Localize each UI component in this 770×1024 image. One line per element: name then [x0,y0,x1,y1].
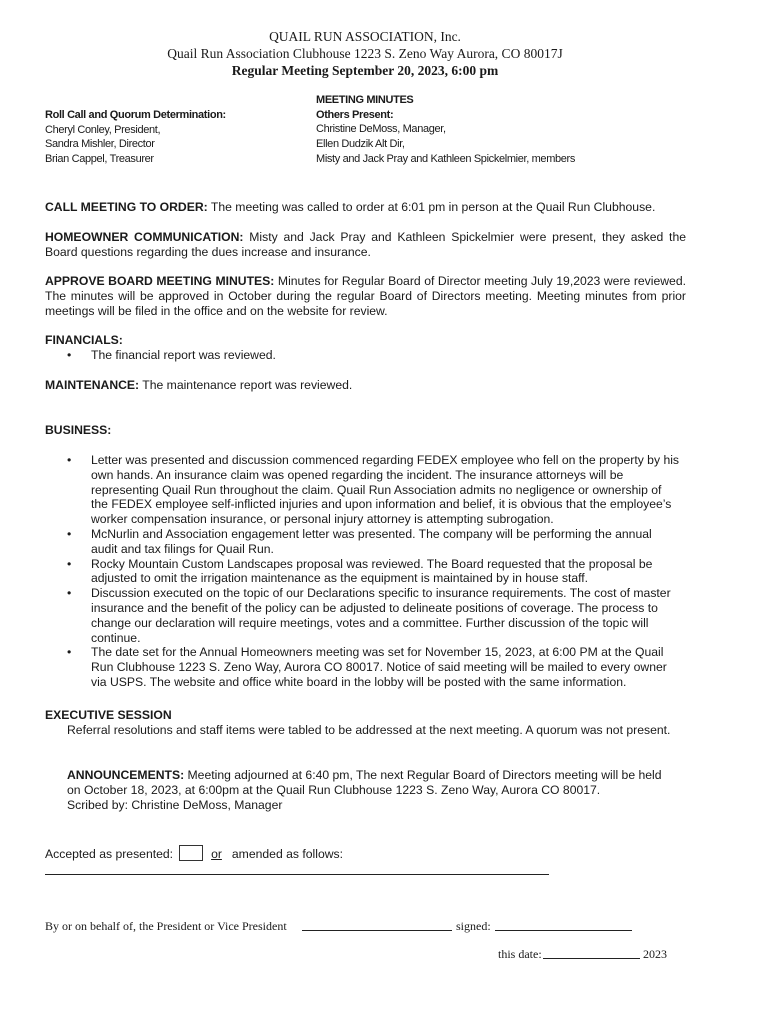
date-label: this date: [498,947,542,961]
maintenance-section [45,378,686,393]
executive-label: EXECUTIVE SESSION [45,708,172,722]
org-address: Quail Run Association Clubhouse 1223 S. Zeno Way Aurora, CO 80017J [167,46,563,61]
accepted-checkbox[interactable] [179,845,203,861]
scribed-by: Scribed by: Christine DeMoss, Manager [67,797,283,812]
list-item: • The date set for the Annual Homeowners meeting was set for November 15, 2023, at 6:00 PM at the Quail Run Clubhouse 1223 S. Zeno Way, Aurora CO 80017. Notice of said meeting will be mailed to every owner via USPS. The website and office white board in the lobby will be posted with the same information. [67,645,667,689]
others-present-title: Others Present: [316,108,394,121]
list-item: • The financial report was reviewed. [67,347,276,362]
roll-call-member: Sandra Mishler, Director [45,138,155,151]
business-label: BUSINESS: [45,423,112,437]
announcements-text: Meeting adjourned at 6:40 pm, The next Regular Board of Directors meeting will be held on October 18, 2023, at 6:00pm at the Quail Run Clubhouse 1223 S. Zeno Way, Aurora CO 80017. [67,768,662,797]
minutes-title: MEETING MINUTES [316,94,414,106]
homeowner-label: HOMEOWNER COMMUNICATION: [45,230,244,244]
amended-label: amended as follows: [231,847,344,861]
list-item: • Rocky Mountain Custom Landscapes proposal was reviewed. The Board requested that the proposal be adjusted to omit the irrigation maintenance as the equipment is maintained by in house staff. [67,556,653,586]
bullet-icon: • [67,526,72,541]
accepted-label: Accepted as presented: [45,847,174,861]
business-section [45,453,681,690]
roll-call-member: Cheryl Conley, President, [45,123,161,136]
maintenance-text: The maintenance report was reviewed. [142,378,353,392]
others-present-member: Ellen Dudzik Alt Dir, [316,138,405,151]
financials-label: FINANCIALS: [45,333,123,347]
by-on-behalf-label: By or on behalf of, the President or Vice President [45,919,287,933]
signed-label: signed: [456,919,491,933]
amendment-line[interactable] [45,874,549,875]
others-present-block [316,93,575,167]
president-signature-line[interactable] [302,930,452,931]
bullet-icon: • [67,586,72,601]
announcements-section [67,768,667,812]
list-item: • Letter was presented and discussion commenced regarding FEDEX employee who fell on the property by his own hands. An insurance claim was opened regarding the incident. The insurance attorneys will be representing Quail Run throughout the claim. Quail Run Association admits no negligence or ownership of the FEDEX employee self-inflicted injuries and upon information and belief, it is obvious that the employee’s worker compensation insurance, or personal injury attorney is attempting subrogation. [67,453,680,527]
signed-line[interactable] [495,930,632,931]
homeowner-section [45,230,686,260]
approve-minutes-label: APPROVE BOARD MEETING MINUTES: [45,274,275,288]
roll-call-member: Brian Cappel, Treasurer [45,153,154,166]
date-year: 2023 [643,947,667,961]
others-present-member: Misty and Jack Pray and Kathleen Spickelmier, members [316,152,576,165]
bullet-icon: • [67,556,72,571]
homeowner-text: Misty and Jack Pray and Kathleen Spickelmier were present, they asked the Board questions regarding the dues increase and insurance. [45,230,687,259]
or-label: or [211,847,222,861]
business-list [45,453,681,690]
org-name: QUAIL RUN ASSOCIATION, Inc. [269,29,461,44]
acceptance-row [45,845,686,862]
others-present-member: Christine DeMoss, Manager, [316,123,446,136]
list-item: • Discussion executed on the topic of our Declarations specific to insurance requirements. The cost of master insurance and the benefit of the policy can be adjusted to delineate positions of coverage. The process to change our declaration will require meetings, votes and a committee. Further discussion of the topic will continue. [67,586,671,645]
financials-section [45,333,686,363]
call-to-order-text: The meeting was called to order at 6:01 pm in person at the Quail Run Clubhouse. [210,200,656,214]
call-to-order-label: CALL MEETING TO ORDER: [45,200,208,214]
maintenance-label: MAINTENANCE: [45,378,140,392]
bullet-icon: • [67,453,72,467]
approve-minutes-section [45,274,686,318]
executive-text: Referral resolutions and staff items were tabled to be addressed at the next meeting. A quorum was not present. [67,722,671,737]
executive-section [45,708,686,738]
approve-minutes-text: Minutes for Regular Board of Director meeting July 19,2023 were reviewed. The minutes will be approved in October during the regular Board of Directors meeting. Meeting minutes from prior meetings will be filed in the office and on the website for review. [45,274,686,318]
announcements-label: ANNOUNCEMENTS: [67,768,185,782]
bullet-icon: • [67,347,72,362]
list-item: • McNurlin and Association engagement letter was presented. The company will be performing the annual audit and tax filings for Quail Run. [67,526,652,556]
roll-call-title: Roll Call and Quorum Determination: [45,109,226,121]
date-line[interactable] [543,958,640,959]
call-to-order-section [45,200,686,215]
financials-list [45,348,686,363]
meeting-title: Regular Meeting September 20, 2023, 6:00 pm [231,63,499,78]
roll-call-block [45,108,226,167]
bullet-icon: • [67,645,72,660]
